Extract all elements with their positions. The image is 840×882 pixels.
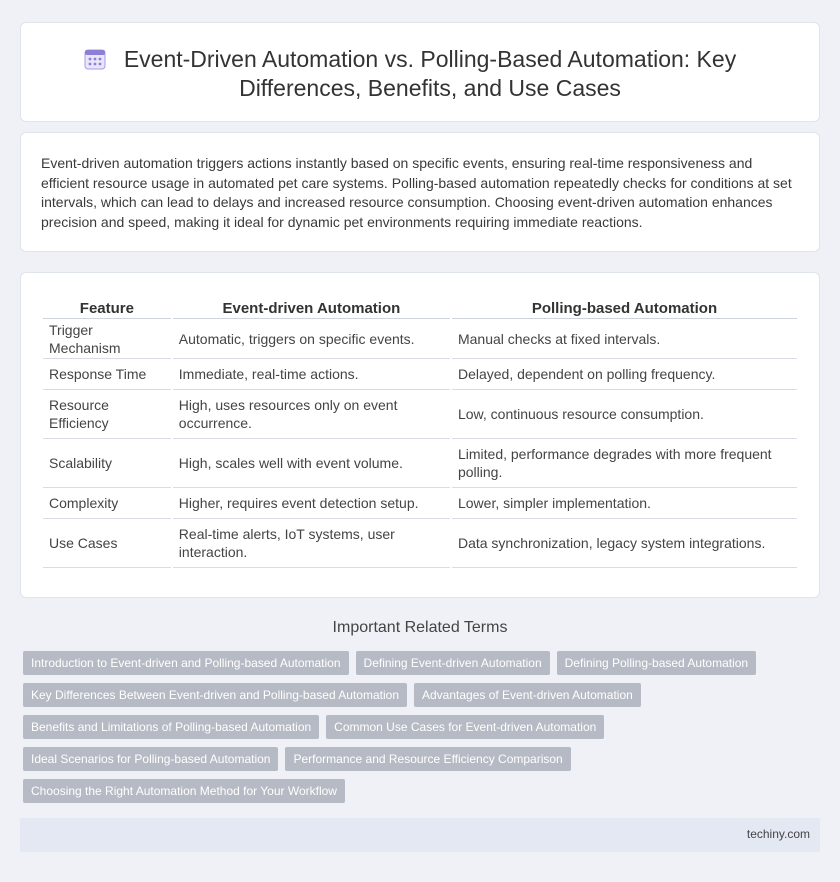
- table-header: Feature: [43, 293, 171, 319]
- related-term-tag[interactable]: Key Differences Between Event-driven and Polling-based Automation: [23, 683, 407, 707]
- footer: [20, 818, 820, 852]
- table-cell: Automatic, triggers on specific events.: [173, 319, 450, 359]
- related-term-tag[interactable]: Common Use Cases for Event-driven Automation: [326, 715, 604, 739]
- table-header: Event-driven Automation: [173, 293, 450, 319]
- comparison-table: [41, 293, 799, 568]
- related-term-tag[interactable]: Defining Event-driven Automation: [356, 651, 550, 675]
- table-cell: Immediate, real-time actions.: [173, 359, 450, 390]
- table-header-row: [43, 293, 797, 319]
- table-cell: Data synchronization, legacy system integrations.: [452, 519, 797, 568]
- table-cell: Low, continuous resource consumption.: [452, 390, 797, 439]
- table-cell: Complexity: [43, 488, 171, 519]
- table-cell: Real-time alerts, IoT systems, user interaction.: [173, 519, 450, 568]
- related-term-tag[interactable]: Defining Polling-based Automation: [557, 651, 756, 675]
- table-row: [43, 319, 797, 359]
- table-cell: Lower, simpler implementation.: [452, 488, 797, 519]
- table-cell: Limited, performance degrades with more frequent polling.: [452, 439, 797, 488]
- page-title: Event-Driven Automation vs. Polling-Based Automation: Key Differences, Benefits, and Use Cases: [123, 46, 737, 101]
- table-cell: Use Cases: [43, 519, 171, 568]
- related-term-tag[interactable]: Performance and Resource Efficiency Comparison: [285, 747, 570, 771]
- table-cell: High, scales well with event volume.: [173, 439, 450, 488]
- intro-text: Event-driven automation triggers actions instantly based on specific events, ensuring real-time responsiveness and efficient resource usage in automated pet care systems. Polling-based automation repeatedly checks for conditions at set intervals, which can lead to delays and increased resource consumption. Choosing event-driven automation enhances precision and speed, making it ideal for dynamic pet environments requiring immediate reactions.: [41, 155, 792, 230]
- table-cell: High, uses resources only on event occurrence.: [173, 390, 450, 439]
- table-cell: Trigger Mechanism: [43, 319, 171, 359]
- table-header: Polling-based Automation: [452, 293, 797, 319]
- related-term-tag[interactable]: Advantages of Event-driven Automation: [414, 683, 641, 707]
- related-term-tag[interactable]: Introduction to Event-driven and Polling-based Automation: [23, 651, 349, 675]
- table-row: [43, 359, 797, 390]
- table-cell: Resource Efficiency: [43, 390, 171, 439]
- intro-card: [20, 132, 820, 252]
- table-cell: Response Time: [43, 359, 171, 390]
- related-term-tag[interactable]: Ideal Scenarios for Polling-based Automation: [23, 747, 278, 771]
- table-row: [43, 488, 797, 519]
- table-cell: Scalability: [43, 439, 171, 488]
- footer-brand[interactable]: techiny.com: [746, 827, 810, 841]
- comparison-card: [20, 272, 820, 598]
- table-row: [43, 390, 797, 439]
- table-cell: Higher, requires event detection setup.: [173, 488, 450, 519]
- table-cell: Manual checks at fixed intervals.: [452, 319, 797, 359]
- related-terms-list: [23, 651, 813, 811]
- header-card: [20, 22, 820, 122]
- table-row: [43, 519, 797, 568]
- related-terms-title: Important Related Terms: [332, 619, 508, 636]
- related-term-tag[interactable]: Choosing the Right Automation Method for Your Workflow: [23, 779, 345, 803]
- related-term-tag[interactable]: Benefits and Limitations of Polling-based Automation: [23, 715, 319, 739]
- table-cell: Delayed, dependent on polling frequency.: [452, 359, 797, 390]
- table-row: [43, 439, 797, 488]
